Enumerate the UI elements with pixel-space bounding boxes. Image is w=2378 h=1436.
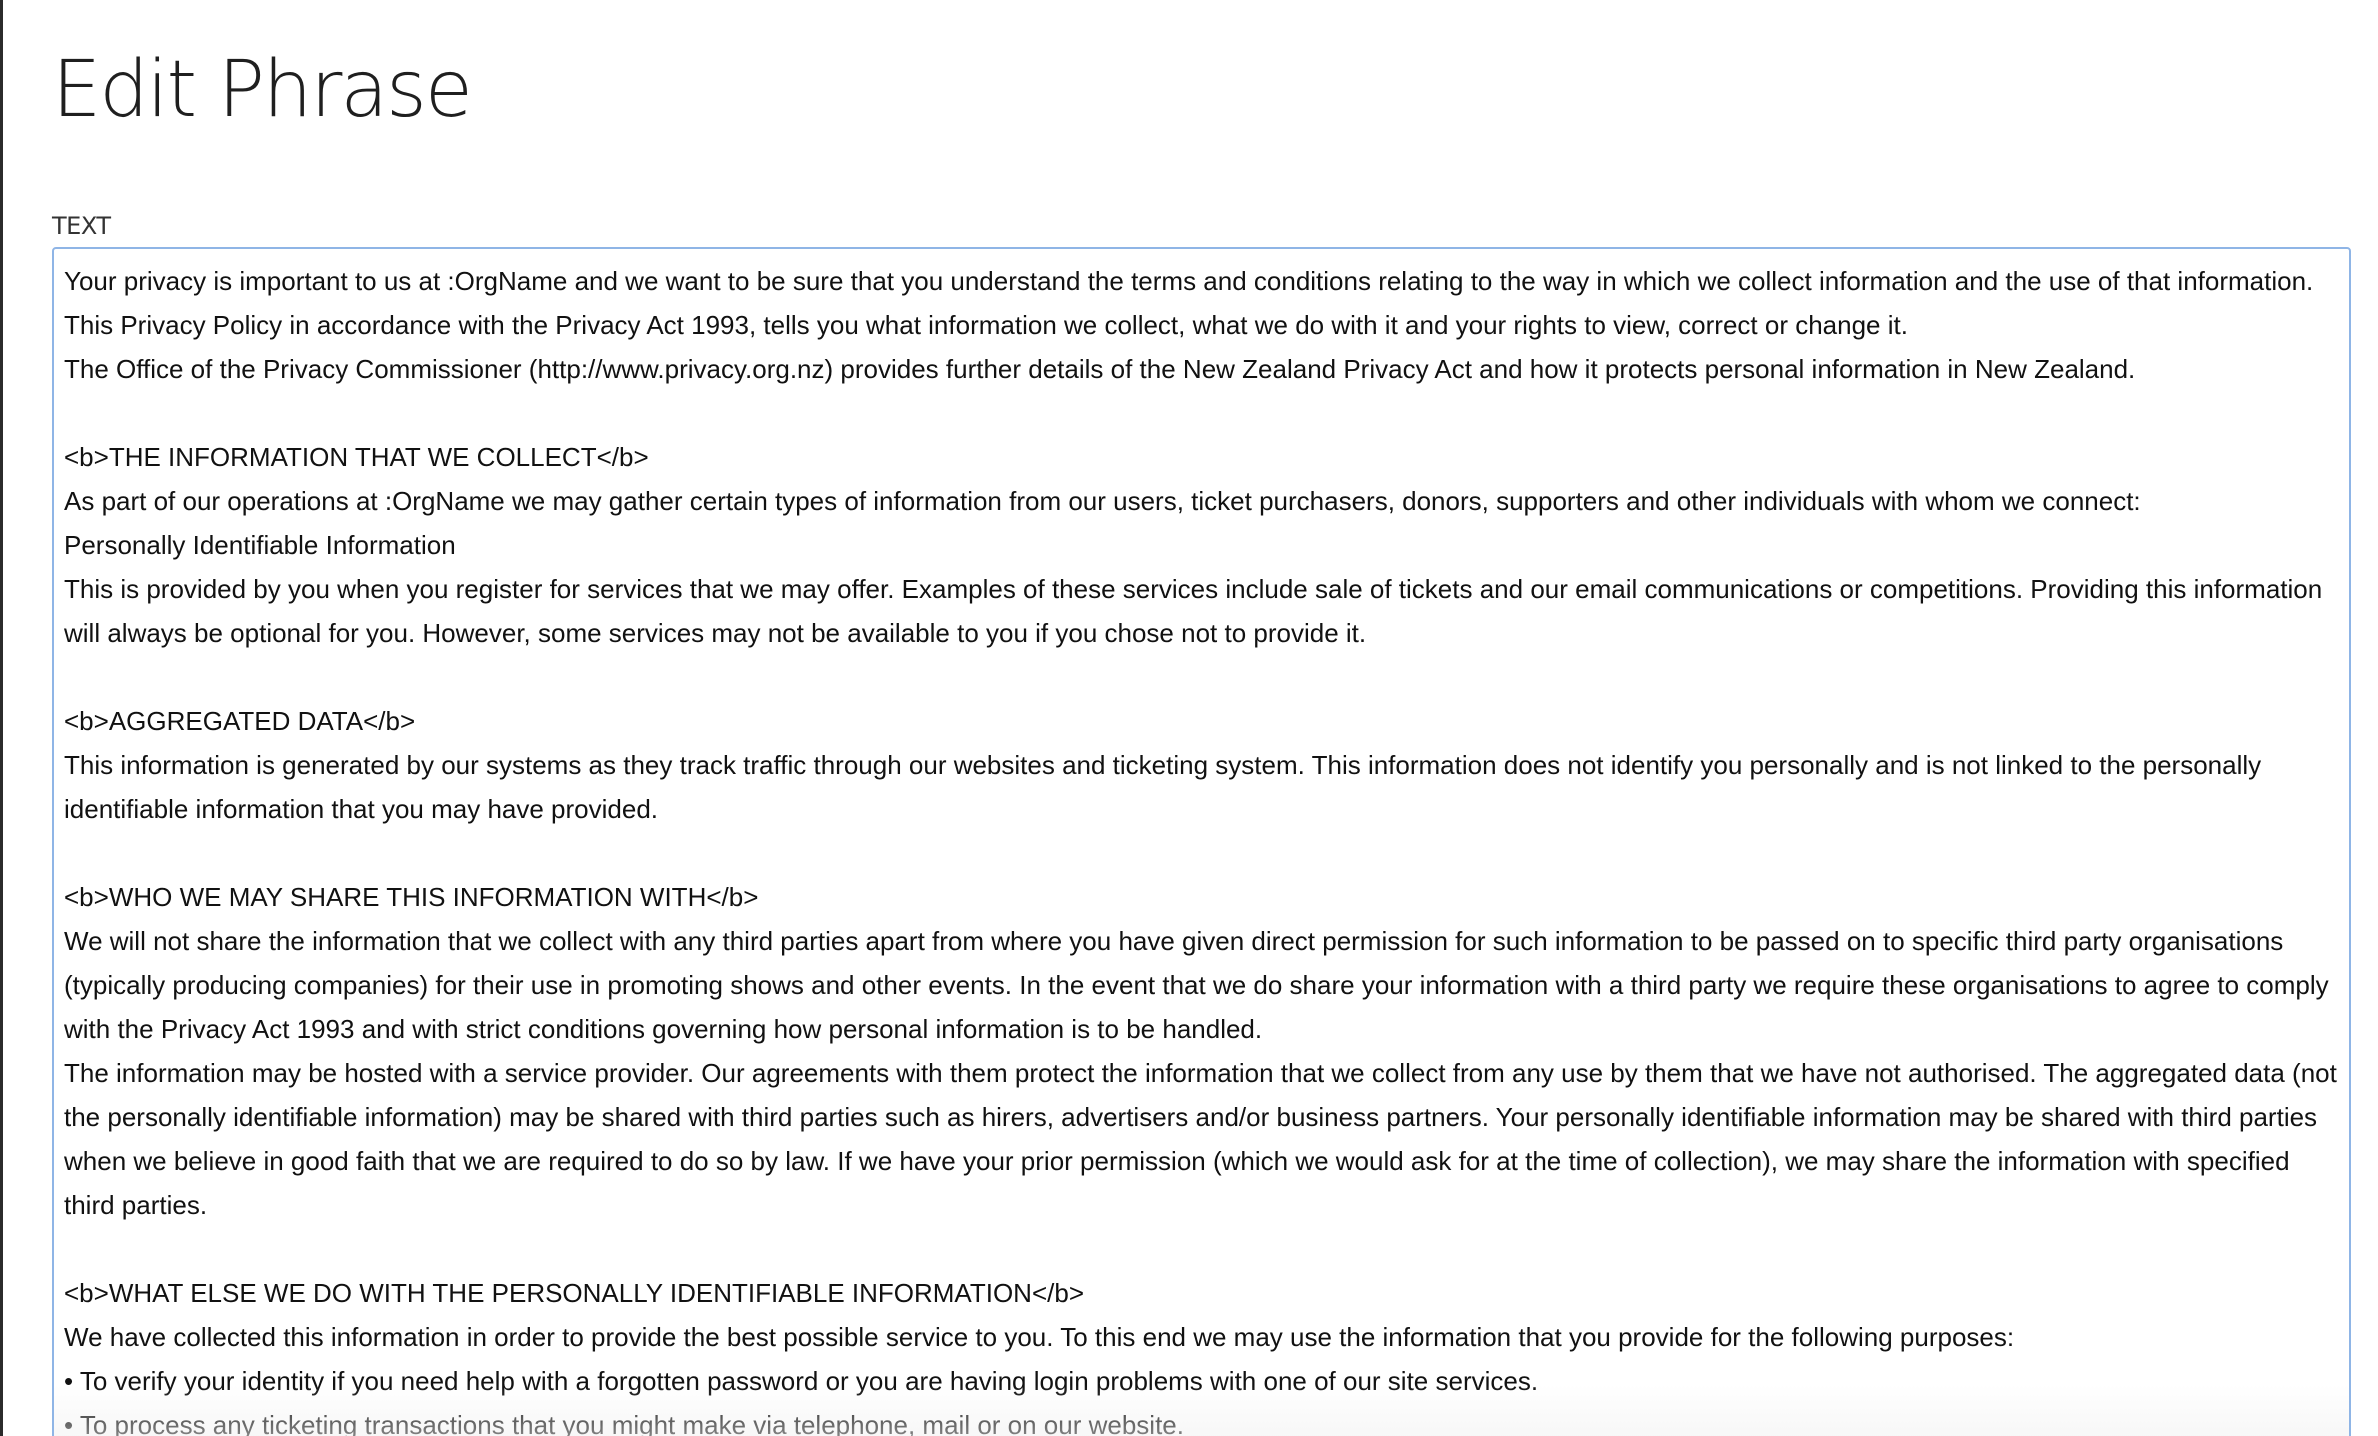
text-editor-frame [52, 247, 2351, 1436]
phrase-text-area[interactable] [54, 249, 2349, 1436]
window-left-border [0, 0, 3, 1436]
text-field-label: TEXT [52, 212, 111, 240]
page-title: Edit Phrase [52, 45, 471, 135]
